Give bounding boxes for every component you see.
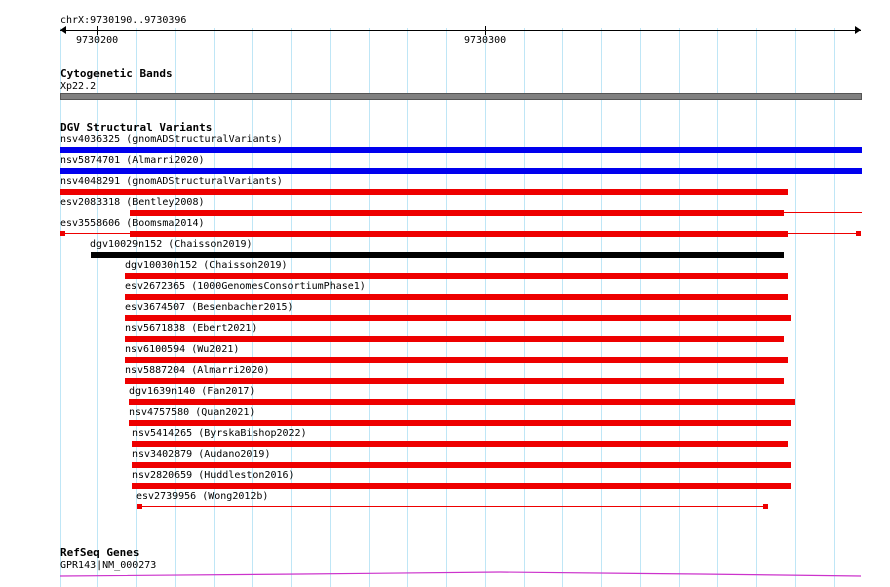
grid-line [407, 28, 408, 587]
ruler-tick-label: 9730300 [464, 35, 507, 46]
variant-endpoint-marker [856, 231, 861, 236]
variant-bar[interactable] [130, 210, 784, 216]
ruler-tick-label: 9730200 [76, 35, 119, 46]
gene-label: GPR143|NM_000273 [60, 560, 157, 571]
variant-bar[interactable] [125, 357, 788, 363]
variant-bar[interactable] [132, 441, 788, 447]
variant-label[interactable]: nsv4757580 (Quan2021) [129, 407, 256, 418]
cytoband-bar[interactable] [60, 93, 862, 100]
ruler-right-arrow-icon [855, 26, 861, 34]
variant-label[interactable]: dgv10029n152 (Chaisson2019) [90, 239, 253, 250]
variant-label[interactable]: nsv5414265 (ByrskaBishop2022) [132, 428, 307, 439]
variant-label[interactable]: nsv5887204 (Almarri2020) [125, 365, 270, 376]
grid-line [330, 28, 331, 587]
variant-endpoint-marker [60, 231, 65, 236]
variant-bar[interactable] [125, 315, 791, 321]
grid-line [795, 28, 796, 587]
gene-intron-line[interactable] [0, 566, 890, 587]
variant-extent-line [138, 506, 768, 507]
region-label: chrX:9730190..9730396 [60, 15, 187, 26]
variant-bar[interactable] [60, 147, 862, 153]
grid-line [446, 28, 447, 587]
variant-label[interactable]: nsv3402879 (Audano2019) [132, 449, 271, 460]
track-title: DGV Structural Variants [60, 121, 213, 134]
variant-label[interactable]: esv2083318 (Bentley2008) [60, 197, 205, 208]
grid-line [679, 28, 680, 587]
grid-line [601, 28, 602, 587]
variant-label[interactable]: nsv2820659 (Huddleston2016) [132, 470, 295, 481]
grid-line [97, 28, 98, 587]
variant-endpoint-marker [763, 504, 768, 509]
variant-bar[interactable] [132, 483, 791, 489]
variant-label[interactable]: nsv5671838 (Ebert2021) [125, 323, 258, 334]
variant-label[interactable]: esv3674507 (Besenbacher2015) [125, 302, 294, 313]
variant-bar[interactable] [60, 189, 788, 195]
variant-label[interactable]: nsv6100594 (Wu2021) [125, 344, 240, 355]
grid-line [60, 28, 61, 587]
variant-label[interactable]: nsv5874701 (Almarri2020) [60, 155, 205, 166]
grid-line [756, 28, 757, 587]
ruler-tick [97, 26, 98, 35]
grid-line [524, 28, 525, 587]
band-label: Xp22.2 [60, 81, 97, 92]
variant-label[interactable]: esv2672365 (1000GenomesConsortiumPhase1) [125, 281, 366, 292]
variant-bar[interactable] [132, 462, 791, 468]
variant-label[interactable]: nsv4036325 (gnomADStructuralVariants) [60, 134, 283, 145]
variant-label[interactable]: nsv4048291 (gnomADStructuralVariants) [60, 176, 283, 187]
grid-line [834, 28, 835, 587]
variant-label[interactable]: dgv10030n152 (Chaisson2019) [125, 260, 288, 271]
variant-bar[interactable] [125, 336, 784, 342]
grid-line [640, 28, 641, 587]
track-title: RefSeq Genes [60, 546, 140, 559]
variant-bar[interactable] [125, 294, 788, 300]
variant-extent-line [784, 212, 862, 213]
variant-bar[interactable] [130, 231, 788, 237]
variant-label[interactable]: esv2739956 (Wong2012b) [136, 491, 269, 502]
grid-line [562, 28, 563, 587]
grid-line [485, 28, 486, 587]
variant-bar[interactable] [91, 252, 784, 258]
ruler-left-arrow-icon [60, 26, 66, 34]
ruler-axis [60, 30, 861, 31]
ruler-tick [485, 26, 486, 35]
grid-line [717, 28, 718, 587]
grid-line [369, 28, 370, 587]
variant-bar[interactable] [129, 420, 791, 426]
variant-label[interactable]: esv3558606 (Boomsma2014) [60, 218, 205, 229]
variant-bar[interactable] [125, 273, 788, 279]
variant-label[interactable]: dgv1639n140 (Fan2017) [129, 386, 256, 397]
track-title: Cytogenetic Bands [60, 67, 173, 80]
variant-bar[interactable] [129, 399, 795, 405]
variant-endpoint-marker [137, 504, 142, 509]
variant-bar[interactable] [125, 378, 784, 384]
variant-bar[interactable] [60, 168, 862, 174]
